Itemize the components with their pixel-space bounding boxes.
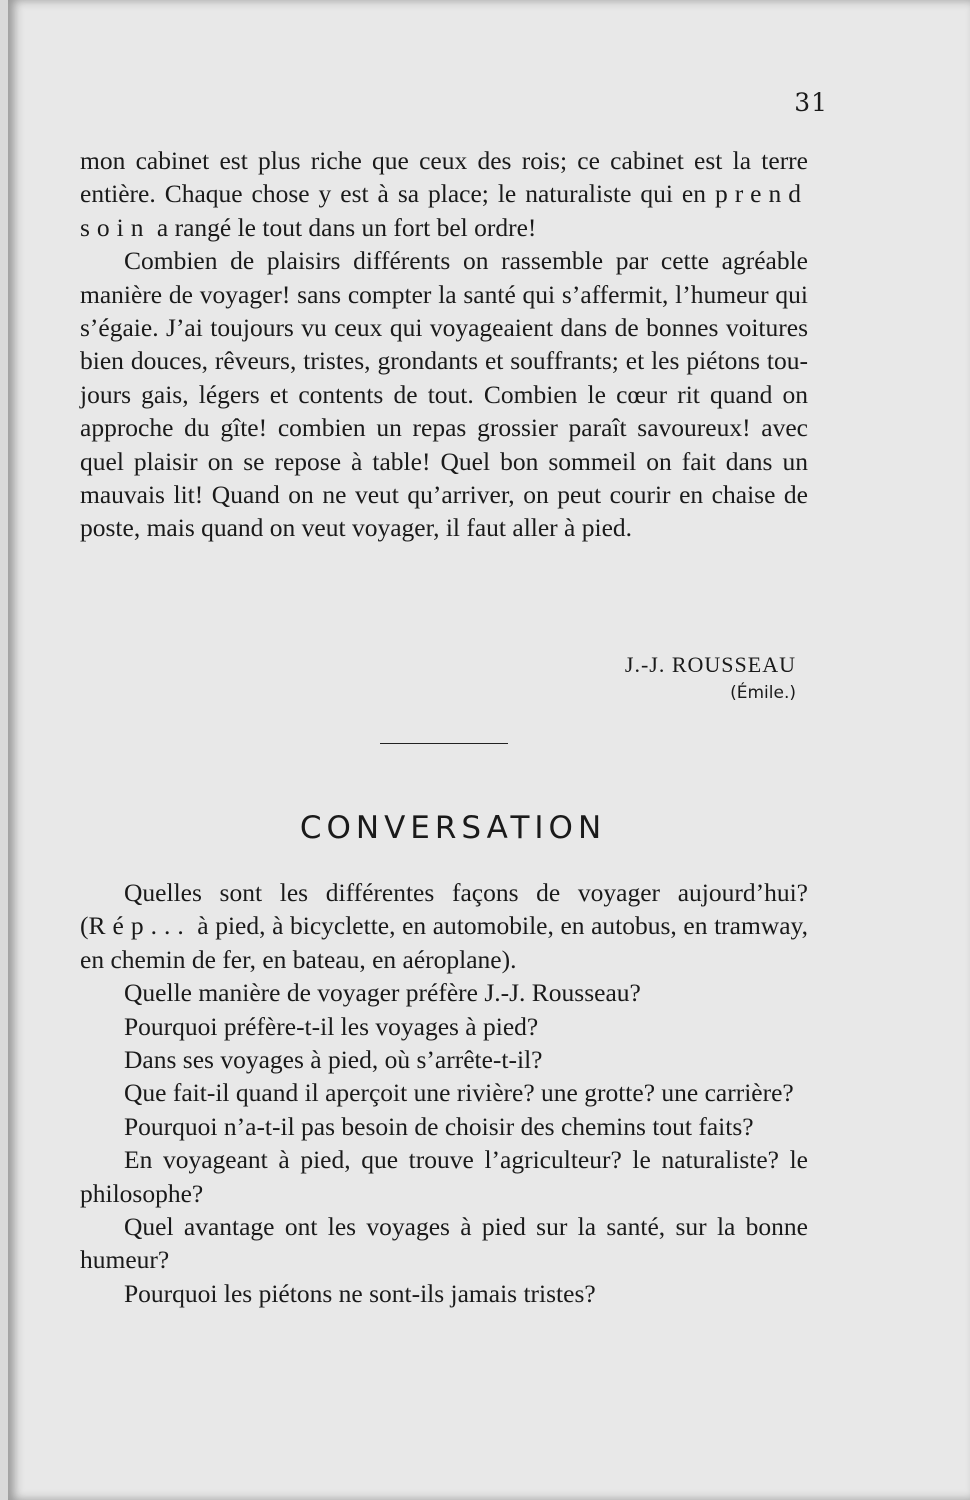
work-title: (Émile.) [730, 683, 796, 703]
question-3: Pourquoi préfère-t-il les voyages à pied? [124, 1011, 539, 1041]
question-7: En voyageant à pied, que trouve l’agriculteur? le naturaliste? le philosophe? [80, 1145, 808, 1208]
question-4: Dans ses voyages à pied, où s’arrête-t-il? [124, 1045, 543, 1075]
question-2: Quelle manière de voyager préfère J.-J. Rousseau? [124, 978, 641, 1008]
passage-paragraph-1: mon cabinet est plus riche que ceux des rois; ce cabinet est la terre entière. Chaque chose y est à sa place; le naturaliste qui en prend soin a rangé le tout dans un fort bel ordre! [80, 146, 808, 242]
book-page [8, 0, 970, 1500]
rousseau-passage [80, 144, 808, 545]
author-name: J.-J. ROUSSEAU [624, 652, 796, 677]
spaced-emphasis: Rép... [88, 911, 191, 941]
spaced-emphasis: prend soin [80, 179, 808, 242]
section-divider [380, 743, 508, 744]
page-number: 31 [794, 88, 828, 117]
section-title: CONVERSATION [299, 810, 607, 846]
question-1: Quelles sont les différentes façons de voyager aujourd’hui? (Rép... à pied, à bicyclette, en automobile, en autobus, en tramway, en chemin de fer, en bateau, en aéroplane). [80, 878, 808, 974]
conversation-questions [80, 876, 808, 1310]
passage-paragraph-2: Combien de plaisirs différents on rassemble par cette agréable manière de voyager! sans compter la santé qui s’affermit, l’humeur qui s’égaie. J’ai toujours vu ceux qui voyageaient dans de bonnes voitures bien douces, rêveurs, tristes, grondants et souffrants; et les piétons toujours gais, légers et contents de tout. Combien le cœur rit quand on approche du gîte! combien un repas grossier paraît savoureux! avec quel plaisir on se repose à table! Quel bon sommeil on fait dans un mauvais lit! Quand on ne veut qu’arriver, on peut courir en chaise de poste, mais quand on veut voyager, il faut aller à pied. [80, 246, 808, 543]
question-8: Quel avantage ont les voyages à pied sur la santé, sur la bonne humeur? [80, 1212, 808, 1275]
question-9: Pourquoi les piétons ne sont-ils jamais tristes? [124, 1278, 596, 1308]
question-5: Que fait-il quand il aperçoit une rivière? une grotte? une carrière? [124, 1078, 794, 1108]
question-6: Pourquoi n’a-t-il pas besoin de choisir des chemins tout faits? [124, 1111, 754, 1141]
